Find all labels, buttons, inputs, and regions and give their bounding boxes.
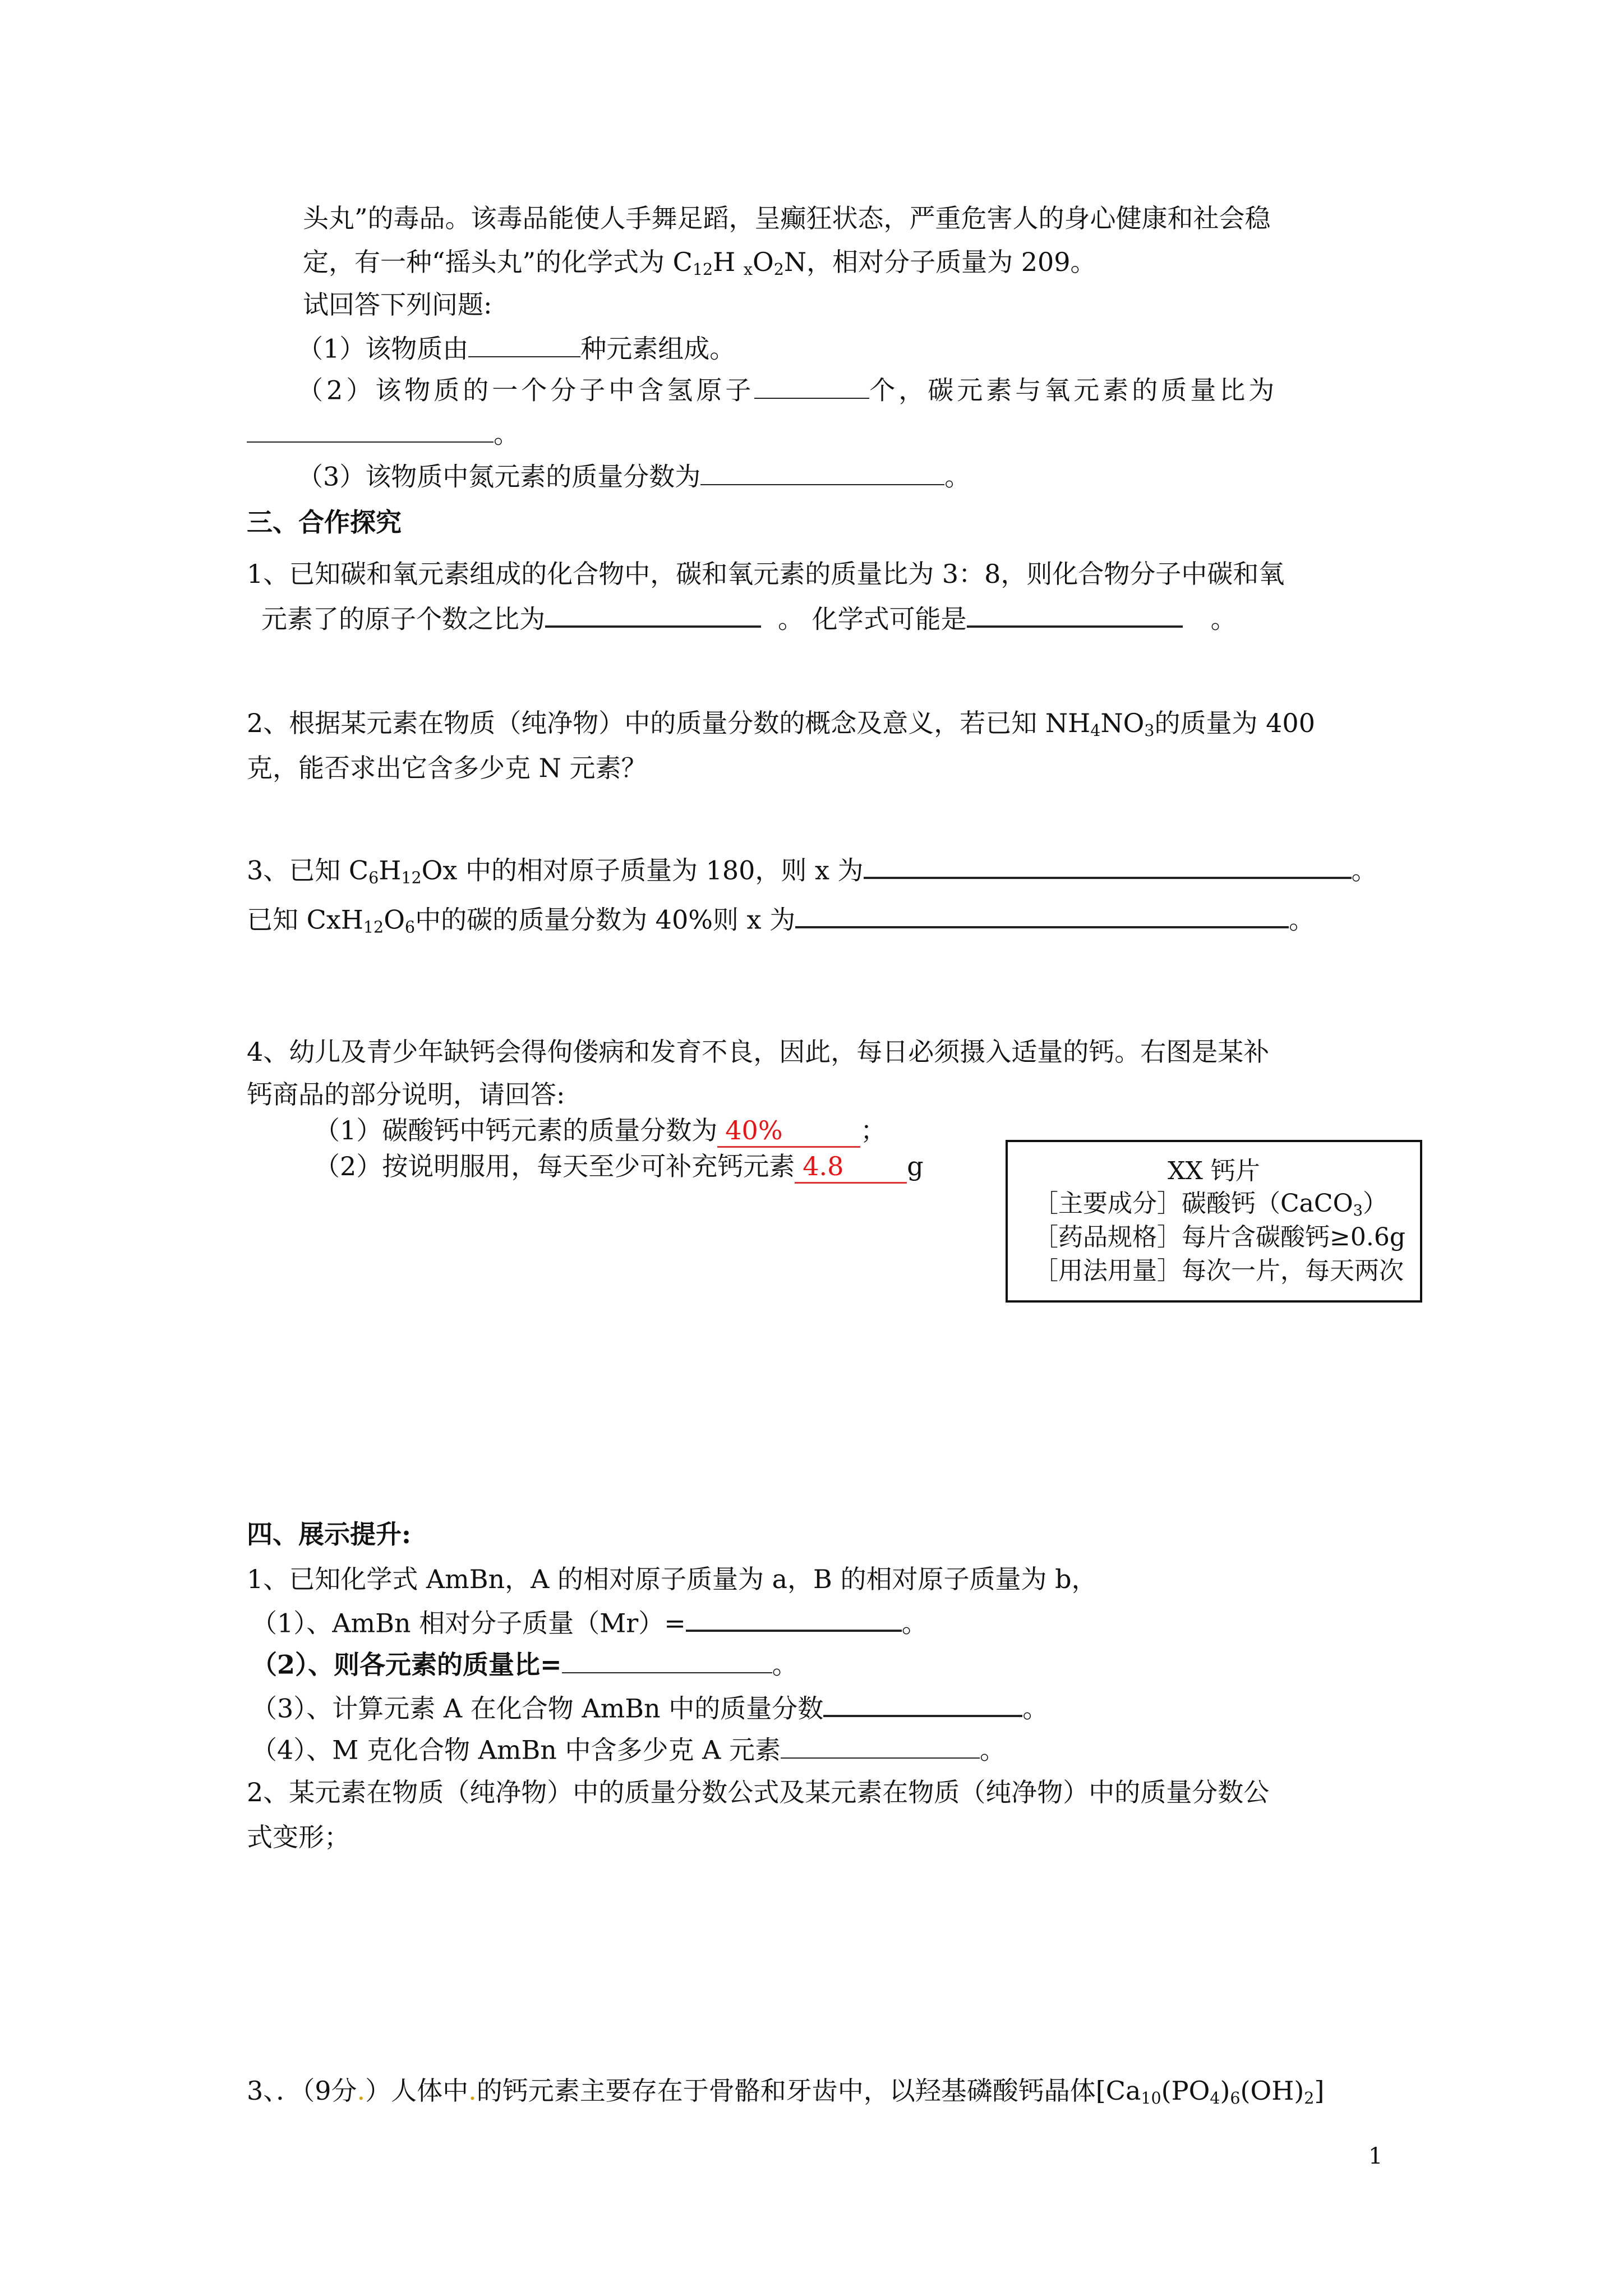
label-row-3-text: ［用法用量］每次一片，每天两次: [1034, 1257, 1404, 1285]
s3-q4-text-2: 钙商品的部分说明，请回答:: [247, 1079, 565, 1110]
s3-q2-text-3: 克，能否求出它含多少克 N 元素？: [247, 753, 647, 783]
subscript: 4: [1090, 721, 1101, 740]
intro-q3: [297, 461, 970, 493]
s4-q3-text: 3、．（9分: [247, 2076, 357, 2106]
period: 。: [1289, 904, 1315, 935]
s4-q1-text: 1、已知化学式 AmBn，A 的相对原子质量为 a，B 的相对原子质量为 b，: [247, 1564, 1098, 1594]
label-title: [1008, 1157, 1420, 1186]
answer-blank[interactable]: [754, 375, 869, 399]
intro-q2-tail: 个，碳元素与氧元素的质量比为: [869, 375, 1278, 406]
s3-q3-text-3: 已知 CxH: [247, 904, 363, 935]
calcium-tablet-label: [1006, 1140, 1422, 1303]
answer-blank[interactable]: [823, 1692, 1022, 1717]
subscript: 6: [368, 868, 379, 887]
answer-blank[interactable]: [686, 1607, 902, 1632]
s3-q4-sub2: [314, 1151, 924, 1184]
s3-q4-sub2-text: （2）按说明服用，每天至少可补充钙元素: [314, 1151, 795, 1181]
s3-q4-line-1: [247, 1037, 1269, 1068]
subscript: 2: [1304, 2089, 1315, 2108]
answer-blank[interactable]: [700, 461, 944, 485]
formula-text-c: O: [753, 247, 774, 277]
s3-q3-text-2: Ox 中的相对原子质量为 180，则 x 为: [421, 855, 864, 886]
s3-q2-formula: NO: [1100, 708, 1145, 738]
s4-q2-line-2: [247, 1822, 350, 1853]
page-number: [1368, 2143, 1382, 2170]
s3-q4-text: 4、幼儿及青少年缺钙会得佝偻病和发育不良，因此，每日必须摄入适量的钙。右图是某补: [247, 1037, 1270, 1067]
intro-line-1: [303, 203, 1271, 234]
answer-blank[interactable]: [864, 854, 1352, 879]
period: 。: [1351, 855, 1377, 886]
formula-text-b: H: [713, 247, 744, 277]
s4-q2-line-1: [247, 1777, 1269, 1808]
period: 。: [979, 1734, 1006, 1765]
formula-sub-3: 2: [773, 260, 784, 279]
s3-q2-line-1: [247, 708, 1315, 740]
s3-q4-sub1-text: （1）碳酸钙中钙元素的质量分数为: [314, 1115, 718, 1145]
answer-blank[interactable]: [795, 903, 1289, 928]
formula-part: (OH): [1240, 2076, 1304, 2106]
answer-blank[interactable]: [781, 1734, 980, 1759]
stray-mark: .: [468, 2076, 477, 2106]
subscript: 6: [404, 918, 416, 937]
s3-q4-line-2: [247, 1079, 565, 1110]
subscript: 10: [1141, 2089, 1161, 2108]
s4-q1-3: [251, 1692, 1048, 1724]
s3-q1-line-2: [261, 602, 1237, 635]
answer-blank[interactable]: [967, 602, 1183, 628]
s3-q2-line-2: [247, 753, 647, 784]
s3-q4-sub1: [314, 1115, 886, 1148]
s3-q3-formula: H: [379, 855, 402, 886]
intro-text-1: 头丸”的毒品。该毒品能使人手舞足蹈，呈癫狂状态，严重危害人的身心健康和社会稳: [303, 203, 1271, 233]
answer-blank[interactable]: [545, 602, 761, 628]
intro-q3-text: （3）该物质中氮元素的质量分数为: [297, 461, 701, 492]
s3-q1-text-2: 元素了的原子个数之比为: [261, 604, 545, 634]
s3-q3-formula-2: O: [384, 904, 405, 935]
s3-q3-line-1: [247, 854, 1377, 888]
s4-q1-1: [251, 1607, 928, 1639]
formula-part: ]: [1314, 2076, 1325, 2106]
subscript: 12: [401, 868, 422, 887]
s3-q1-line-1: [247, 559, 1284, 590]
section-3-heading: [247, 507, 402, 538]
answer-value: 4.8: [803, 1151, 844, 1181]
label-row-2-text: ［药品规格］每片含碳酸钙≥0.6g: [1034, 1223, 1406, 1251]
s4-q1-3-text: （3）、计算元素 A 在化合物 AmBn 中的质量分数: [251, 1693, 824, 1724]
intro-q1-tail: 种元素组成。: [580, 333, 736, 364]
s3-q2-text: 2、根据某元素在物质（纯净物）中的质量分数的概念及意义，若已知 NH: [247, 708, 1091, 738]
s3-q3-line-2: [247, 903, 1315, 937]
period: 。: [1210, 604, 1237, 634]
intro-line-2: [303, 247, 1096, 279]
s3-q3-text-4: 中的碳的质量分数为 40%则 x 为: [415, 904, 796, 935]
subscript: 3: [1144, 721, 1155, 740]
formula-text-d: N，相对分子质量为 209。: [783, 247, 1096, 277]
section-4-title: 四、展示提升:: [247, 1519, 411, 1549]
intro-q1-text: （1）该物质由: [297, 333, 469, 364]
intro-q2-cont: [247, 418, 519, 450]
page-number-text: 1: [1368, 2143, 1383, 2169]
period: 。: [1022, 1693, 1049, 1724]
s3-q1-text-3: 。 化学式可能是: [778, 604, 967, 634]
s3-q1-text: 1、已知碳和氧元素组成的化合物中，碳和氧元素的质量比为 3：8，则化合物分子中碳和氧: [247, 559, 1285, 589]
s4-q3-text-3: 的钙元素主要存在于骨骼和牙齿中，以羟基磷酸钙晶体[Ca: [476, 2076, 1141, 2106]
formula-part: (PO: [1161, 2076, 1210, 2106]
label-row-1-tail: ）: [1363, 1189, 1387, 1218]
formula-text-a: 定，有一种“摇头丸”的化学式为 C: [303, 247, 693, 277]
s4-q2-text-2: 式变形；: [247, 1822, 350, 1852]
answer-blank[interactable]: [562, 1649, 772, 1673]
unit: g: [907, 1151, 924, 1181]
period: 。: [901, 1608, 928, 1639]
intro-line-3: [303, 289, 492, 320]
formula-sub-2: x: [743, 260, 753, 279]
s4-q3-line-1: [247, 2076, 1324, 2108]
subscript: 6: [1230, 2089, 1241, 2108]
formula-sub-1: 12: [692, 260, 713, 279]
intro-q1: [297, 333, 735, 365]
s4-q1-2: [251, 1649, 798, 1681]
period: 。: [944, 461, 971, 492]
punctuation: ；: [860, 1115, 887, 1145]
section-3-title: 三、合作探究: [247, 507, 402, 537]
s3-q2-text-2: 的质量为 400: [1154, 708, 1315, 738]
formula-part: ): [1220, 2076, 1230, 2106]
s4-q1-4: [251, 1734, 1006, 1766]
label-row-3: [1034, 1257, 1404, 1286]
label-row-1: [1034, 1189, 1387, 1221]
label-title-text: XX 钙片: [1168, 1157, 1260, 1185]
s4-q3-text-2: ）人体中: [365, 2076, 469, 2106]
s3-q3-text: 3、已知 C: [247, 855, 369, 886]
label-row-2: [1034, 1223, 1405, 1253]
intro-q2-text: （2）该物质的一个分子中含氢原子: [297, 375, 755, 406]
subscript: 12: [363, 918, 384, 937]
s4-q2-text: 2、某元素在物质（纯净物）中的质量分数公式及某元素在物质（纯净物）中的质量分数公: [247, 1777, 1270, 1807]
period: 。: [494, 418, 519, 449]
label-row-1-text: ［主要成分］碳酸钙（CaCO: [1034, 1189, 1353, 1218]
s4-q1-1-text: （1）、AmBn 相对分子质量（Mr）=: [251, 1608, 686, 1639]
answer-filled[interactable]: [717, 1115, 860, 1148]
answer-value: 40%: [725, 1115, 783, 1145]
question-prompt: 试回答下列问题:: [303, 289, 492, 320]
subscript: 4: [1210, 2089, 1220, 2108]
subscript: 3: [1353, 1202, 1363, 1220]
section-4-heading: [247, 1519, 411, 1550]
intro-q2: [297, 375, 1278, 406]
s4-q1: [247, 1564, 1098, 1595]
stray-mark: .: [357, 2076, 366, 2106]
answer-blank[interactable]: [247, 418, 494, 443]
s4-q1-2-text: （2）、则各元素的质量比=: [251, 1649, 562, 1680]
s4-q1-4-text: （4）、M 克化合物 AmBn 中含多少克 A 元素: [251, 1734, 781, 1765]
answer-blank[interactable]: [468, 333, 580, 357]
answer-filled[interactable]: [795, 1151, 907, 1184]
period: 。: [772, 1649, 798, 1680]
